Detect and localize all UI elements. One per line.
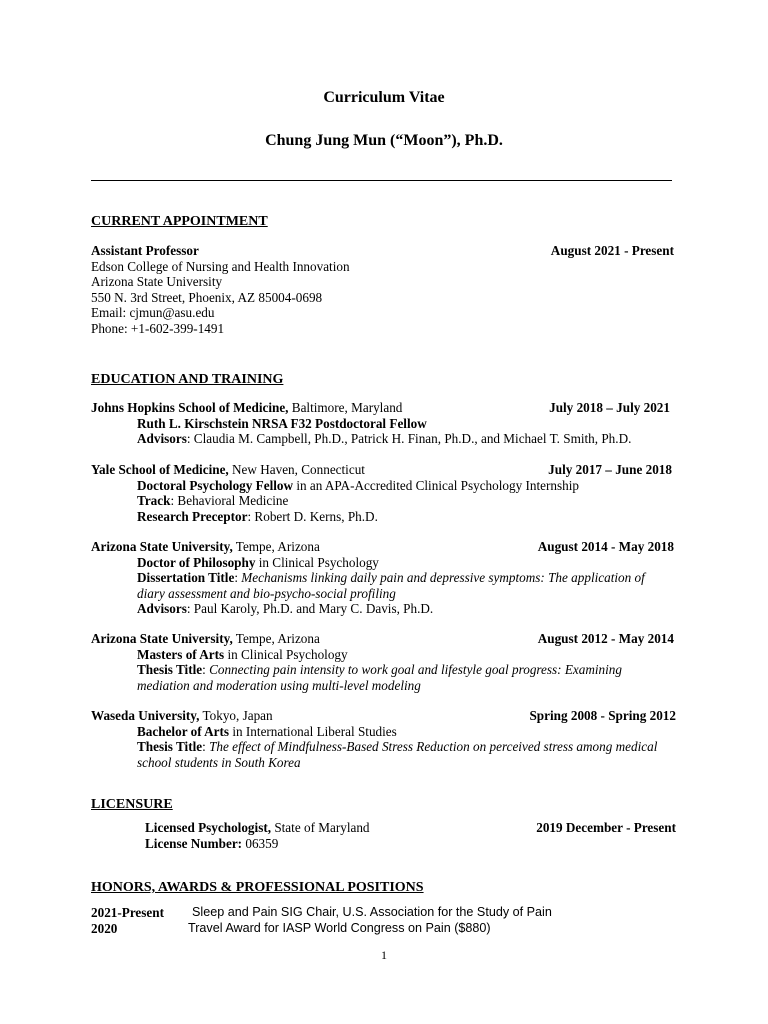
list-item [91, 905, 674, 921]
license-title: Licensed Psychologist, [145, 820, 272, 835]
header-divider [91, 180, 672, 181]
education-entry: Waseda University, Tokyo, Japan Spring 2008 - Spring 2012 Bachelor of Arts in International Liberal Studies Thesis Title: The effect of Mindfulness-Based Stress Reduction on perceived stress among medical school students in South Korea [91, 708, 676, 770]
education-entry: Arizona State University, Tempe, Arizona August 2014 - May 2018 Doctor of Philosophy in Clinical Psychology Dissertation Title: Mechanisms linking daily pain and depressive symptoms: The application of diary assessment and bio-psycho-social profiling Advisors: Paul Karoly, Ph.D. and Mary C. Davis, Ph.D. [91, 539, 674, 616]
list-item [91, 921, 674, 937]
education-role-detail: in Clinical Psychology [255, 554, 379, 570]
education-label: Thesis Title [137, 662, 203, 677]
institution-location: Tempe, Arizona [232, 539, 320, 554]
institution-name: Arizona State University, [91, 631, 233, 646]
education-label: Advisors [137, 431, 187, 446]
institution-name: Arizona State University, [91, 539, 233, 554]
page-number: 1 [381, 948, 387, 962]
license-number: 06359 [242, 835, 279, 851]
education-role-detail: in an APA-Accredited Clinical Psychology Internship [293, 477, 579, 493]
education-dates: July 2018 – July 2021 [549, 400, 670, 415]
document-title: Curriculum Vitae [323, 89, 445, 106]
section-heading-licensure: LICENSURE [91, 797, 173, 812]
thesis-title: Connecting pain intensity to work goal and lifestyle goal progress: Examining mediation and moderation using multi-level modeling [137, 662, 622, 693]
education-label: Dissertation Title [137, 570, 235, 585]
education-label: Track [137, 493, 171, 508]
education-entry [91, 400, 674, 447]
education-dates: Spring 2008 - Spring 2012 [529, 708, 676, 723]
license-dates: 2019 December - Present [536, 820, 676, 835]
licensure-block [145, 820, 676, 851]
education-role: Masters of Arts [137, 646, 225, 662]
section-heading-education: EDUCATION AND TRAINING [91, 372, 284, 387]
education-detail: : Paul Karoly, Ph.D. and Mary C. Davis, Ph.D. [186, 601, 434, 616]
education-dates: August 2014 - May 2018 [537, 539, 674, 554]
education-detail: : Behavioral Medicine [170, 493, 289, 508]
institution-location: Tempe, Arizona [232, 631, 320, 646]
education-dates: August 2012 - May 2014 [537, 631, 674, 646]
appointment-line: 550 N. 3rd Street, Phoenix, AZ 85004-0698 [91, 289, 323, 305]
license-state: State of Maryland [271, 820, 370, 835]
appointment-phone: Phone: +1-602-399-1491 [91, 320, 225, 336]
thesis-title: The effect of Mindfulness-Based Stress Reduction on perceived stress among medical school students in South Korea [137, 739, 658, 770]
education-detail: : Claudia M. Campbell, Ph.D., Patrick H. Finan, Ph.D., and Michael T. Smith, Ph.D. [186, 431, 632, 446]
education-role: Doctoral Psychology Fellow [137, 477, 294, 493]
honor-year: 2020 [91, 920, 118, 936]
education-label: Research Preceptor [137, 508, 248, 524]
education-role: Doctor of Philosophy [137, 554, 256, 570]
education-role-detail: in International Liberal Studies [229, 723, 397, 739]
appointment-position: Assistant Professor [91, 243, 199, 258]
honor-year: 2021-Present [91, 905, 165, 920]
appointment-dates: August 2021 - Present [550, 243, 674, 258]
license-number-label: License Number: [145, 835, 243, 851]
institution-location: New Haven, Connecticut [228, 462, 365, 477]
education-role-detail: in Clinical Psychology [224, 646, 348, 662]
education-entry: Arizona State University, Tempe, Arizona August 2012 - May 2014 Masters of Arts in Clinical Psychology Thesis Title: Connecting pain intensity to work goal and lifestyle goal progress: Examining mediation and moderation using multi-level modeling [91, 631, 674, 693]
current-appointment-block [91, 243, 674, 336]
honor-text: Travel Award for IASP World Congress on Pain ($880) [188, 920, 491, 935]
appointment-line: Arizona State University [91, 274, 223, 289]
appointment-line: Edson College of Nursing and Health Innovation [91, 258, 350, 274]
section-heading-honors: HONORS, AWARDS & PROFESSIONAL POSITIONS [91, 880, 424, 895]
honors-list [91, 905, 674, 936]
honor-text: Sleep and Pain SIG Chair, U.S. Association for the Study of Pain [192, 905, 552, 919]
institution-name: Johns Hopkins School of Medicine, [91, 400, 289, 415]
education-entry [91, 462, 674, 524]
education-role: Ruth L. Kirschstein NRSA F32 Postdoctoral Fellow [137, 415, 427, 431]
education-detail: : Robert D. Kerns, Ph.D. [247, 508, 378, 524]
appointment-email: Email: cjmun@asu.edu [91, 305, 215, 320]
institution-location: Baltimore, Maryland [288, 400, 403, 415]
institution-name: Waseda University, [91, 708, 200, 723]
education-label: Advisors [137, 601, 187, 616]
education-role: Bachelor of Arts [137, 723, 230, 739]
dissertation-title: Mechanisms linking daily pain and depressive symptoms: The application of diary assessment and bio-psycho-social profiling [137, 570, 645, 601]
education-label: Thesis Title [137, 739, 203, 754]
institution-name: Yale School of Medicine, [91, 462, 229, 477]
author-name: Chung Jung Mun (“Moon”), Ph.D. [265, 132, 503, 149]
education-dates: July 2017 – June 2018 [548, 462, 672, 477]
institution-location: Tokyo, Japan [199, 708, 273, 723]
section-heading-current-appointment: CURRENT APPOINTMENT [91, 214, 268, 229]
